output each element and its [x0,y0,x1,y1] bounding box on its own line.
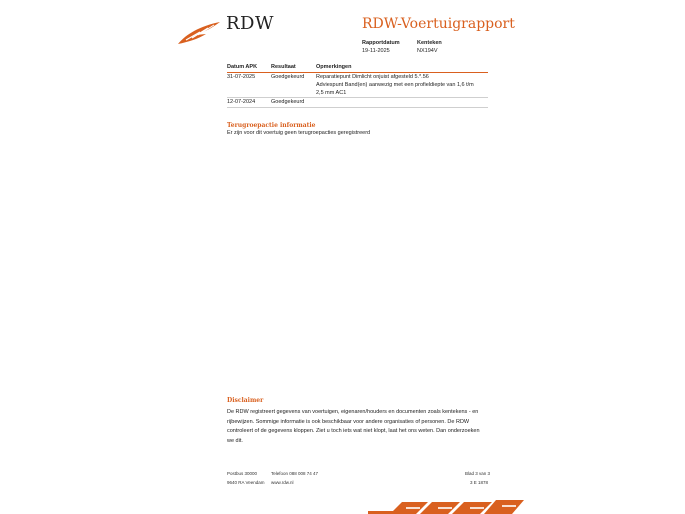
apk-table [227,64,488,109]
footer-code: 3 E 1878 [470,480,489,485]
disclaimer-title: Disclaimer [227,397,264,404]
recall-text: Er zijn voor dit voertuig geen terugroepacties geregistreerd [227,130,371,136]
report-title: RDW-Voertuigrapport [362,16,515,32]
column-header-date: Datum APK [227,64,258,70]
apk-date: 31-07-2025 [227,74,256,80]
logo-text: RDW [226,13,274,34]
disclaimer-line: we dit. [227,437,243,444]
column-header-remarks: Opmerkingen [316,64,352,70]
rdw-logo-icon [176,20,222,46]
recall-title: Terugroepactie informatie [227,122,316,129]
apk-date: 12-07-2024 [227,99,256,105]
apk-remark: 2,5 mm AC1 [316,90,347,96]
disclaimer-line: controleert of de gegevens kloppen. Ziet u toch iets wat niet klopt, laat het ons weten. Dan onderzoeken [227,428,480,434]
report-date-value: 19-11-2025 [362,48,390,54]
report-date-label: Rapportdatum [362,40,400,46]
apk-remark: Reparatiepunt Dimlicht onjuist afgesteld 5.*.56 [316,74,429,80]
footer-city: 9640 RA Veendam [227,480,265,485]
apk-result: Goedgekeurd [271,99,305,105]
row-divider [227,107,488,108]
footer-website[interactable]: www.rdw.nl [271,480,294,485]
table-row [227,72,488,98]
apk-remark: Adviespunt Band(en) aanwezig met een profieldiepte van 1,6 t/m [316,82,474,88]
disclaimer-line: De RDW registreert gegevens van voertuigen, eigenaren/houders en documenten zoals kentekens - en [227,409,479,415]
table-row [227,97,488,107]
column-header-result: Resultaat [271,64,296,70]
footer-page-number: Blad 3 van 3 [465,471,491,476]
plate-label: Kenteken [417,40,442,46]
plate-value: NX194V [417,48,438,54]
apk-result: Goedgekeurd [271,74,305,80]
speed-lines-icon [368,498,526,514]
footer-phone: Telefoon 088 008 74 47 [271,471,319,476]
disclaimer-body [227,408,489,446]
footer-postbus: Postbus 30000 [227,471,258,476]
disclaimer-line: rijbewijzen. Sommige informatie is ook beschikbaar voor andere organisaties of personen. De RDW [227,418,470,425]
